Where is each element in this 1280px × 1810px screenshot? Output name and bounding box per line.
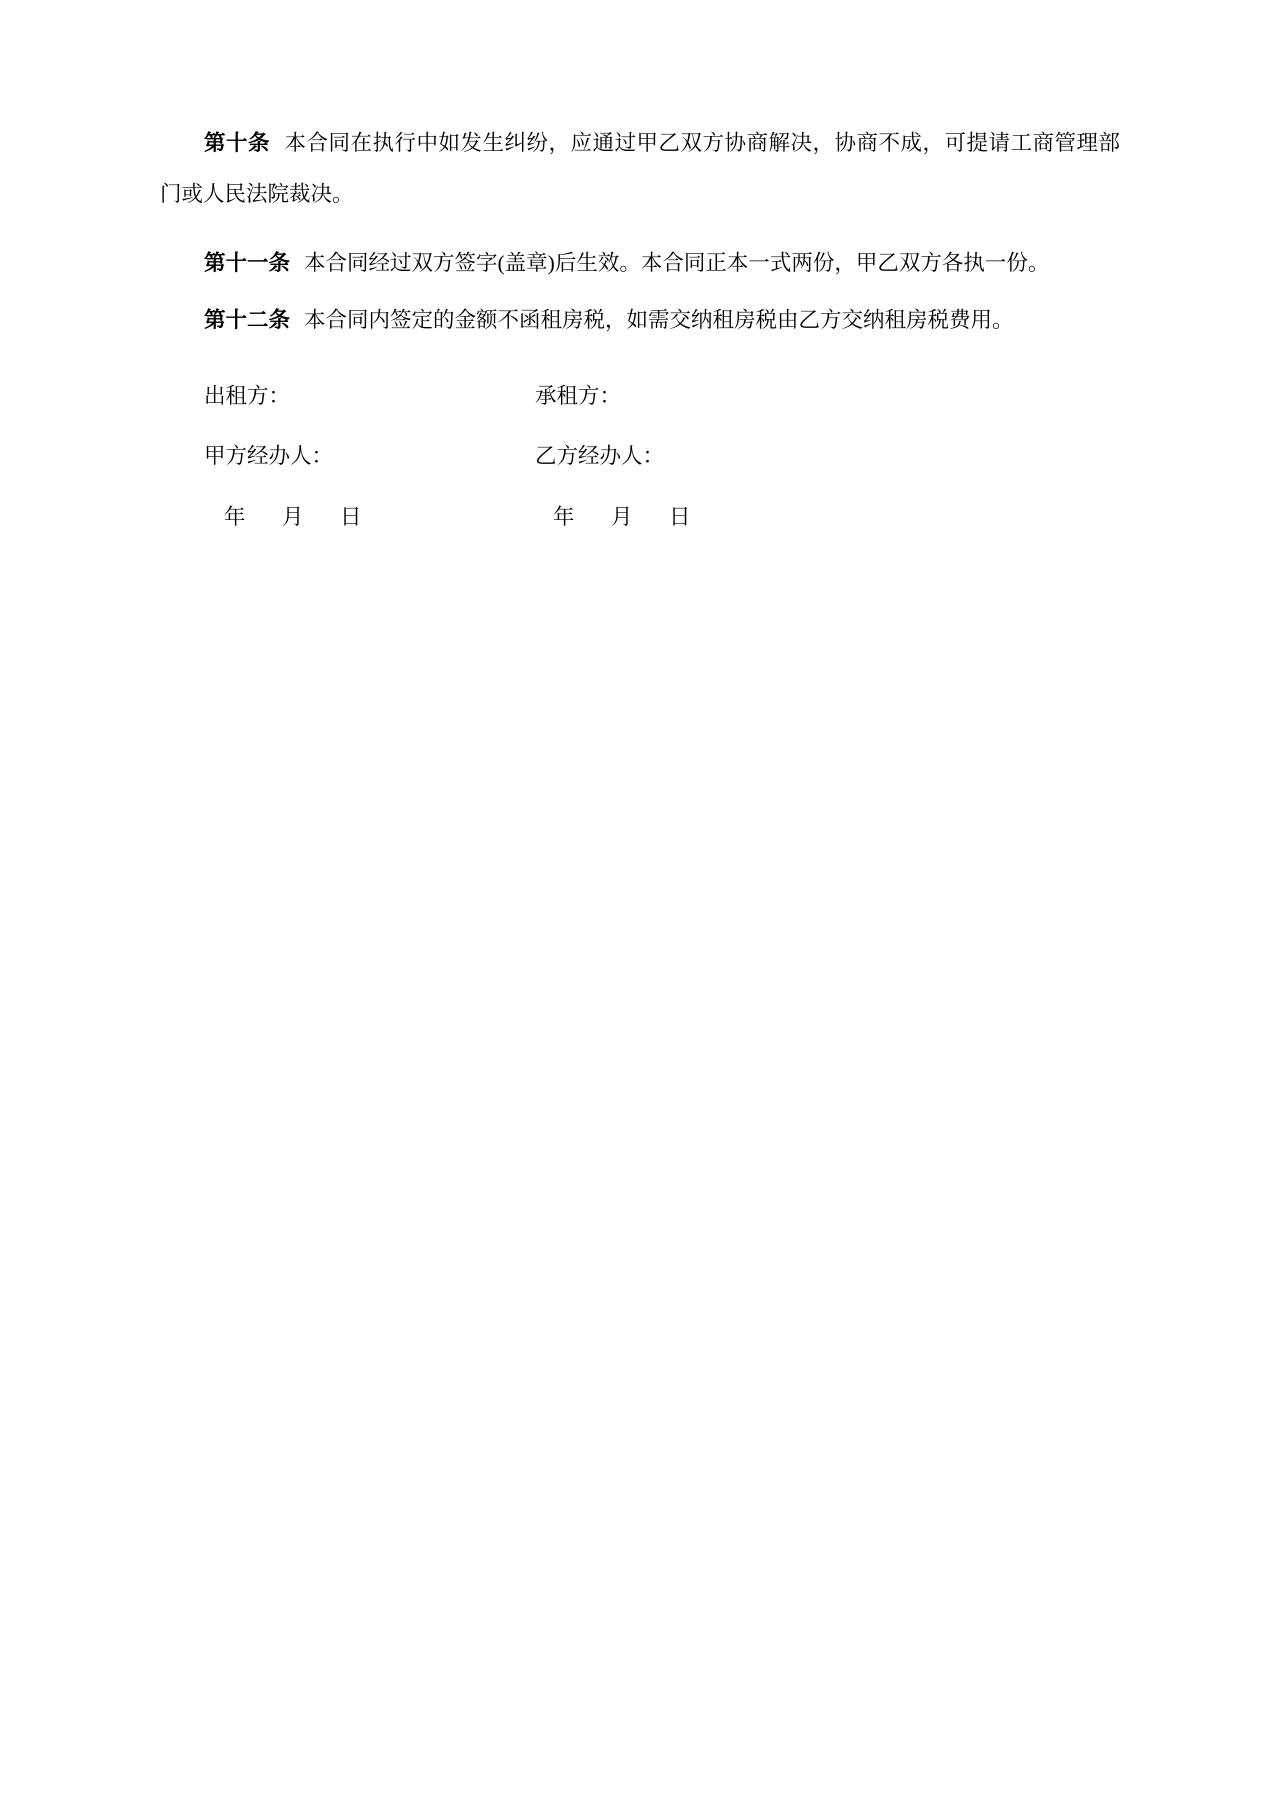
party-a-date-month: 月 [282, 504, 304, 529]
clause-paragraph-12 [160, 302, 1120, 339]
party-b-agent-label: 乙方经办人： [535, 444, 665, 469]
party-a-agent-label: 甲方经办人： [204, 444, 334, 469]
clause-10-label: 第十条 [204, 131, 270, 155]
clause-paragraph-11 [160, 245, 1120, 282]
signature-block [160, 379, 1120, 534]
clause-11-label: 第十一条 [204, 251, 291, 276]
party-a-date [160, 500, 535, 534]
lessee-label: 承租方： [535, 383, 622, 408]
party-b-date-year: 年 [553, 504, 575, 529]
clause-12-text: 本合同内签定的金额不函租房税，如需交纳租房税由乙方交纳租房税费用。 [304, 308, 1014, 332]
party-b-date-month: 月 [611, 504, 633, 529]
clause-10-text: 本合同在执行中如发生纠纷，应通过甲乙双方协商解决，协商不成，可提请工商管理部门或人民法院裁决。 [160, 131, 1120, 206]
party-b-date-day: 日 [669, 504, 691, 529]
lessor-label: 出租方： [204, 383, 291, 408]
party-a-date-day: 日 [340, 504, 362, 529]
signature-row-agents [160, 439, 1120, 473]
signature-row-dates [160, 500, 1120, 534]
clause-12-label: 第十二条 [204, 308, 291, 332]
signature-row-parties [160, 379, 1120, 413]
clause-paragraph-10 [160, 118, 1120, 219]
party-b-date [535, 500, 935, 534]
clause-11-text: 本合同经过双方签字(盖章)后生效。本合同正本一式两份，甲乙双方各执一份。 [304, 251, 1050, 276]
party-a-date-year: 年 [224, 504, 246, 529]
document-body [160, 118, 1120, 534]
